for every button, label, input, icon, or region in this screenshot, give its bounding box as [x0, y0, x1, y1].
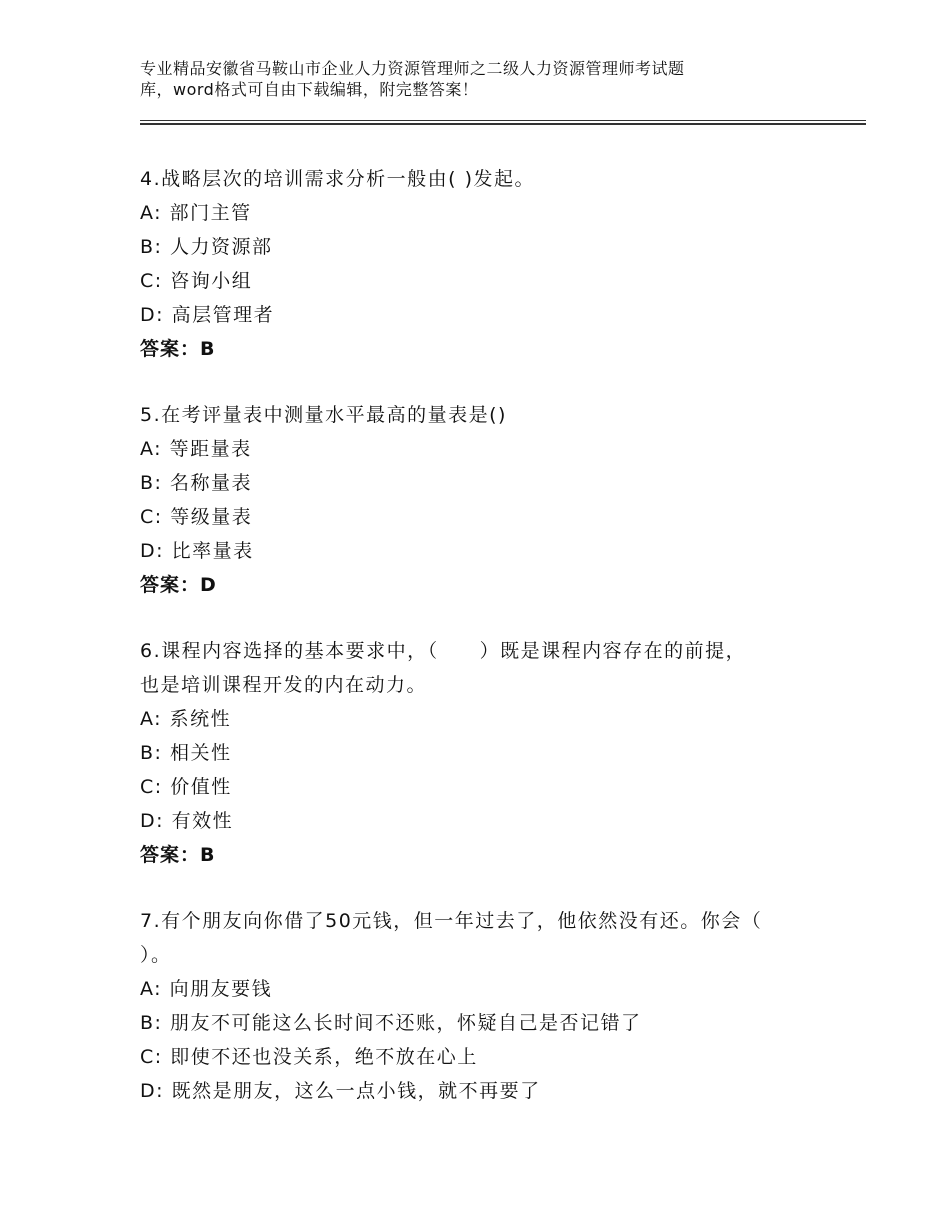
question-text-continued: 也是培训课程开发的内在动力。 [140, 674, 428, 696]
header-line-2: 库，word格式可自由下载编辑，附完整答案！ [140, 80, 479, 99]
question-text: 7.有个朋友向你借了50元钱，但一年过去了，他依然没有还。你会（ [140, 910, 763, 932]
header-divider [140, 120, 866, 125]
option-b: B: 名称量表 [140, 472, 252, 494]
option-c: C: 等级量表 [140, 506, 253, 528]
option-a: A: 向朋友要钱 [140, 978, 273, 1000]
question-text: 6.课程内容选择的基本要求中，（ ）既是课程内容存在的前提， [140, 640, 747, 662]
option-b: B: 相关性 [140, 742, 232, 764]
option-d: D: 有效性 [140, 810, 234, 832]
option-c: C: 咨询小组 [140, 270, 253, 292]
question-item [140, 904, 820, 1108]
header-line-1: 专业精品安徽省马鞍山市企业人力资源管理师之二级人力资源管理师考试题 [140, 59, 685, 78]
question-item [140, 634, 820, 872]
option-d: D: 高层管理者 [140, 304, 275, 326]
question-text-continued: ）。 [140, 944, 172, 966]
option-d: D: 既然是朋友，这么一点小钱，就不再要了 [140, 1080, 541, 1102]
document-header [140, 58, 780, 100]
question-list [140, 162, 820, 1140]
option-c: C: 即使不还也没关系，绝不放在心上 [140, 1046, 478, 1068]
option-c: C: 价值性 [140, 776, 232, 798]
question-item [140, 162, 820, 366]
question-item [140, 398, 820, 602]
option-a: A: 等距量表 [140, 438, 252, 460]
option-a: A: 部门主管 [140, 202, 252, 224]
option-d: D: 比率量表 [140, 540, 254, 562]
answer-label: 答案：D [140, 574, 217, 596]
option-b: B: 朋友不可能这么长时间不还账，怀疑自己是否记错了 [140, 1012, 642, 1034]
option-b: B: 人力资源部 [140, 236, 273, 258]
option-a: A: 系统性 [140, 708, 232, 730]
question-text: 5.在考评量表中测量水平最高的量表是() [140, 404, 507, 426]
answer-label: 答案：B [140, 338, 216, 360]
answer-label: 答案：B [140, 844, 216, 866]
question-text: 4.战略层次的培训需求分析一般由( )发起。 [140, 168, 535, 190]
